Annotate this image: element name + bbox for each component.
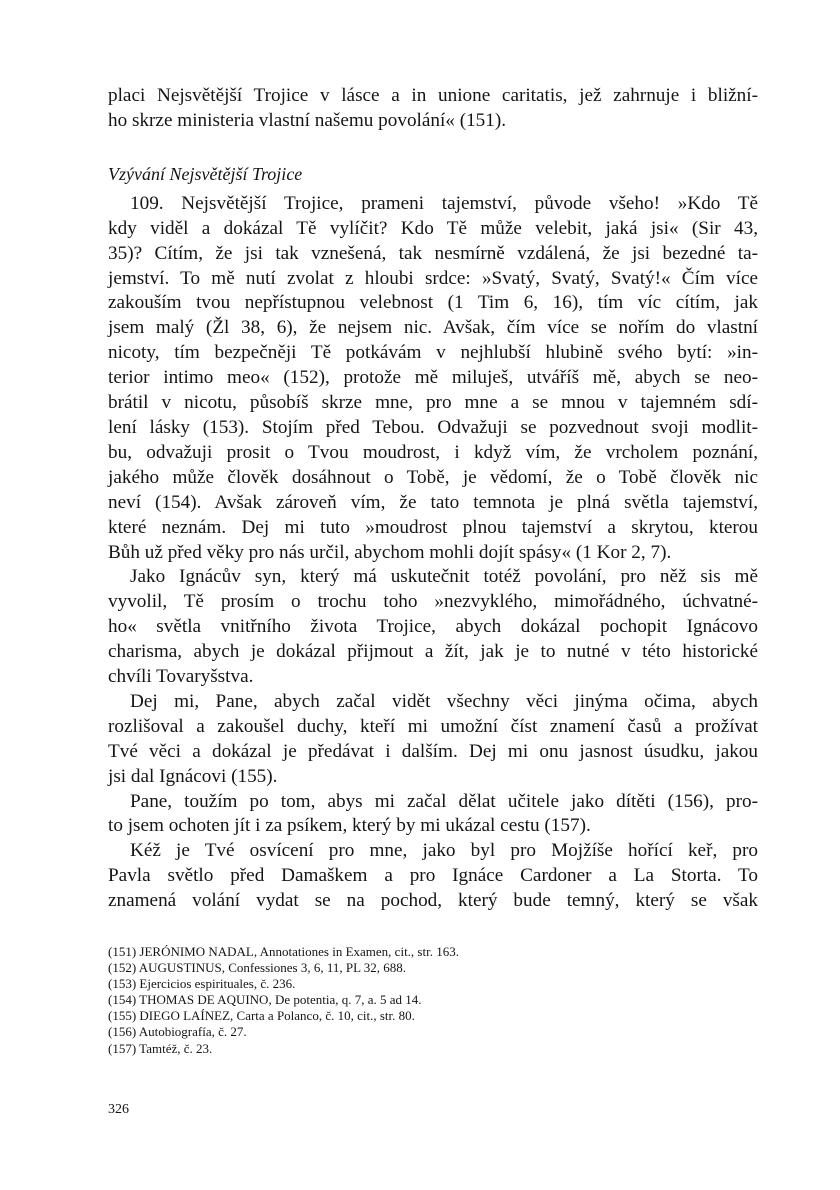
text-line: Bůh už před věky pro nás určil, abychom mohli dojít spásy« (1 Kor 2, 7). — [108, 541, 672, 563]
text-line: terior intimo meo« (152), protože mě miluješ, utváříš mě, abych se neo- — [108, 367, 758, 389]
text-line: nicoty, tím bezpečněji Tě potkávám v nejhlubší hlubině svého bytí: »in- — [108, 342, 758, 364]
text-line: Pane, toužím po tom, abys mi začal dělat učitele jako dítěti (156), pro- — [130, 790, 758, 812]
paragraph — [108, 565, 758, 690]
text-line: jemství. To mě nutí zvolat z hloubi srdce: »Svatý, Svatý, Svatý!« Čím více — [108, 267, 758, 289]
footnote: (155) DIEGO LAÍNEZ, Carta a Polanco, č. 10, cit., str. 80. — [108, 1008, 415, 1024]
paragraph — [108, 839, 758, 914]
footnote: (156) Autobiografía, č. 27. — [108, 1024, 247, 1040]
section-heading: Vzývání Nejsvětější Trojice — [108, 163, 303, 184]
footnote: (153) Ejercicios espirituales, č. 236. — [108, 976, 296, 992]
text-line: rozlišoval a zakoušel duchy, kteří mi umožní číst znamení časů a prožívat — [108, 715, 758, 737]
intro-paragraph — [108, 84, 758, 134]
paragraph — [108, 690, 758, 790]
footnotes — [108, 944, 758, 1057]
footnote: (151) JERÓNIMO NADAL, Annotationes in Examen, cit., str. 163. — [108, 944, 459, 959]
text-line: lení lásky (153). Stojím před Tebou. Odvažuji se pozvednout svoji modlit- — [108, 416, 758, 438]
text-line: 35)? Cítím, že jsi tak vznešená, tak nesmírně vzdálená, že jsi bezedné ta- — [108, 242, 758, 264]
text-line: Kéž je Tvé osvícení pro mne, jako byl pro Mojžíše hořící keř, pro — [130, 840, 758, 862]
text-line: ho skrze ministeria vlastní našemu povolání« (151). — [108, 109, 507, 131]
text-line: ho« světla vnitřního života Trojice, abych dokázal pochopit Ignácovo — [108, 616, 758, 638]
text-line: Jako Ignácův syn, který má uskutečnit totéž povolání, pro něž sis mě — [130, 566, 758, 588]
text-line: chvíli Tovaryšstva. — [108, 666, 254, 688]
text-line: brátil v nicotu, působíš skrze mne, pro mne a se mnou v tajemném sdí- — [108, 392, 758, 414]
text-line: 109. Nejsvětější Trojice, prameni tajemství, původe všeho! »Kdo Tě — [130, 192, 758, 214]
footnote: (157) Tamtéž, č. 23. — [108, 1040, 213, 1056]
text-line: bu, odvažuji prosit o Tvou moudrost, i když vím, že vrcholem poznání, — [108, 441, 758, 463]
text-line: jsi dal Ignácovi (155). — [108, 765, 278, 787]
text-line: jakého může člověk dosáhnout o Tobě, je vědomí, že o Tobě člověk nic — [108, 466, 758, 488]
footnote: (154) THOMAS DE AQUINO, De potentia, q. 7, a. 5 ad 14. — [108, 992, 422, 1008]
text-line: placi Nejsvětější Trojice v lásce a in unione caritatis, jež zahrnuje i bližní- — [108, 85, 758, 106]
text-line: to jsem ochoten jít i za psíkem, který by mi ukázal cestu (157). — [108, 815, 591, 837]
text-line: znamená volání vydat se na pochod, který bude temný, který se však — [108, 890, 758, 912]
text-line: charisma, abych je dokázal přijmout a žít, jak je to nutné v této historické — [108, 641, 758, 663]
paragraph — [108, 790, 758, 840]
text-line: neví (154). Avšak zároveň vím, že tato temnota je plná světla tajemství, — [108, 491, 758, 513]
text-line: Pavla světlo před Damaškem a pro Ignáce Cardoner a La Storta. To — [108, 865, 758, 887]
text-line: vyvolil, Tě prosím o trochu toho »nezvyklého, mimořádného, úchvatné- — [108, 591, 758, 613]
text-line: které neznám. Dej mi tuto »moudrost plnou tajemství a skrytou, kterou — [108, 516, 758, 538]
text-line: jsem malý (Žl 38, 6), že nejsem nic. Avšak, čím více se nořím do vlastní — [108, 317, 758, 339]
page-body — [108, 84, 758, 914]
text-line: kdy viděl a dokázal Tě vylíčit? Kdo Tě může velebit, jaká jsi« (Sir 43, — [108, 217, 758, 239]
text-line: Dej mi, Pane, abych začal vidět všechny věci jinýma očima, abych — [130, 690, 758, 712]
text-line: Tvé věci a dokázal je předávat i dalším. Dej mi onu jasnost úsudku, jakou — [108, 740, 758, 762]
paragraph-109 — [108, 192, 758, 566]
page-number: 326 — [108, 1102, 129, 1117]
footnote: (152) AUGUSTINUS, Confessiones 3, 6, 11, PL 32, 688. — [108, 960, 407, 976]
text-line: zakouším tvou nepřístupnou velebnost (1 Tim 6, 16), tím víc cítím, jak — [108, 292, 758, 314]
